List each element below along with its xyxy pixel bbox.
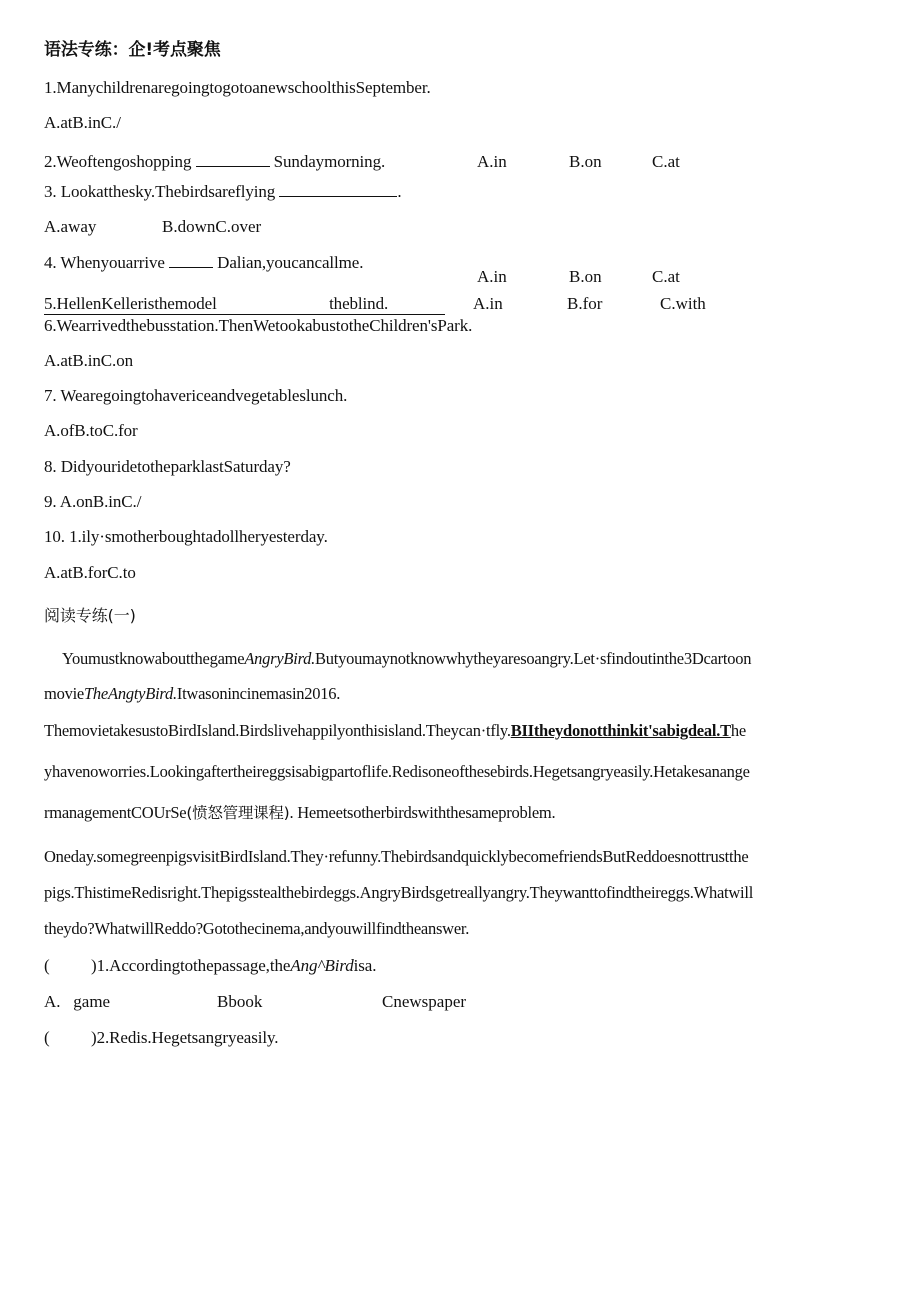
reading-q1: [44, 956, 376, 976]
q3-option-a: A.away: [44, 217, 97, 236]
passage-text: rmanagementCOUrSe: [44, 803, 187, 822]
q4-line: [44, 253, 363, 273]
q4-pre: 4. Whenyouarrive: [44, 253, 165, 272]
passage-line-5: [44, 803, 555, 823]
q10-options: A.atB.forC.to: [44, 563, 136, 582]
reading-q1-option-b: Bbook: [217, 992, 263, 1011]
reading-q1-option-c: Cnewspaper: [382, 992, 467, 1011]
passage-title-game: AngryBird.: [244, 649, 315, 668]
grammar-title: 语法专练：企!考点聚焦: [44, 40, 221, 60]
q8-text: 8. DidyouridetotheparklastSaturday?: [44, 457, 291, 476]
passage-text: Itwasonincinemasin2016.: [176, 684, 341, 703]
passage-text: movie: [44, 684, 84, 703]
passage-line-3: [44, 721, 746, 741]
q2-option-a: A.in: [477, 152, 507, 171]
passage-text: . Hemeetsotherbirdswiththesameproblem.: [289, 803, 556, 822]
q9-text: 9. A.onB.inC./: [44, 492, 142, 511]
passage-text: Butyoumaynotknowwhytheyaresoangry.Let·sfindoutinthe3Dcartoon: [315, 649, 752, 668]
passage-line-8: theydo?WhatwillReddo?Gotothecinema,andyouwillfindtheanswer.: [44, 919, 470, 938]
q5-line: [44, 294, 445, 315]
q1-options: A.atB.inC./: [44, 113, 121, 132]
q7-options: A.ofB.toC.for: [44, 421, 138, 440]
q2-option-b: B.on: [569, 152, 602, 171]
passage-line-7: pigs.ThistimeRedisright.Thepigsstealthebirdeggs.AngryBirdsgetreallyangry.Theywanttofindtheireggs.Whatwill: [44, 883, 754, 902]
reading-title: 阅读专练(一): [44, 606, 136, 625]
reading-q1-title: Ang^Bird: [290, 956, 354, 975]
q3-blank: [279, 182, 397, 197]
q3-post: .: [397, 182, 402, 201]
q3-pre: 3. Lookatthesky.Thebirdsareflying: [44, 182, 276, 201]
passage-chinese-gloss: (愤怒管理课程): [186, 804, 290, 822]
q10-text: 10. 1.ily·smotherboughtadollheryesterday.: [44, 527, 328, 546]
passage-line-6: Oneday.somegreenpigsvisitBirdIsland.They·refunny.ThebirdsandquicklybecomefriendsButReddoesnottrustthe: [44, 847, 749, 866]
passage-line-4: yhavenoworries.Lookingaftertheireggsisabigpartoflife.Redisoneofthesebirds.Hegetsangryeasily.Hetakesanange: [44, 762, 750, 781]
q4-blank: [169, 253, 213, 268]
q6-text: 6.Wearrivedthebusstation.ThenWetookabustotheChildren'sPark.: [44, 316, 473, 335]
q5-post: theblind.: [329, 294, 389, 313]
q5-option-b: B.for: [567, 294, 603, 313]
q5-option-a: A.in: [473, 294, 503, 313]
q7-text: 7. Wearegoingtohavericeandvegetableslunch.: [44, 386, 348, 405]
q4-option-a: A.in: [477, 267, 507, 286]
q5-option-c: C.with: [660, 294, 706, 313]
q4-option-b: B.on: [569, 267, 602, 286]
reading-q1-text: ( )1.Accordingtothepassage,the: [44, 956, 291, 975]
q2-pre: 2.Weoftengoshopping: [44, 152, 192, 171]
passage-title-movie: TheAngtyBird.: [84, 684, 177, 703]
passage-text: Youmustknowaboutthegame: [62, 649, 245, 668]
q2-line: [44, 152, 385, 172]
passage-underlined-sentence: BIItheydonotthinkit'sabigdeal.T: [510, 721, 731, 740]
q5-pre: 5.HellenKelleristhemodel: [44, 294, 217, 313]
q2-blank: [196, 152, 270, 167]
reading-q1-text: isa.: [353, 956, 377, 975]
passage-line-2: [44, 684, 340, 704]
q3-option-bc: B.downC.over: [162, 217, 262, 236]
passage-line-1: [62, 649, 751, 669]
q3-line: [44, 182, 402, 202]
reading-q1-option-a: A. game: [44, 992, 111, 1011]
q1-text: 1.ManychildrenaregoingtogotoanewschoolthisSeptember.: [44, 78, 431, 97]
q2-post: Sundaymorning.: [273, 152, 386, 171]
reading-q2: ( )2.Redis.Hegetsangryeasily.: [44, 1028, 279, 1047]
passage-text: he: [730, 721, 746, 740]
q6-options: A.atB.inC.on: [44, 351, 133, 370]
q2-option-c: C.at: [652, 152, 680, 171]
q4-post: Dalian,youcancallme.: [217, 253, 364, 272]
passage-text: ThemovietakesustoBirdIsland.Birdslivehappilyonthisisland.Theycan·tfly.: [44, 721, 511, 740]
q4-option-c: C.at: [652, 267, 680, 286]
